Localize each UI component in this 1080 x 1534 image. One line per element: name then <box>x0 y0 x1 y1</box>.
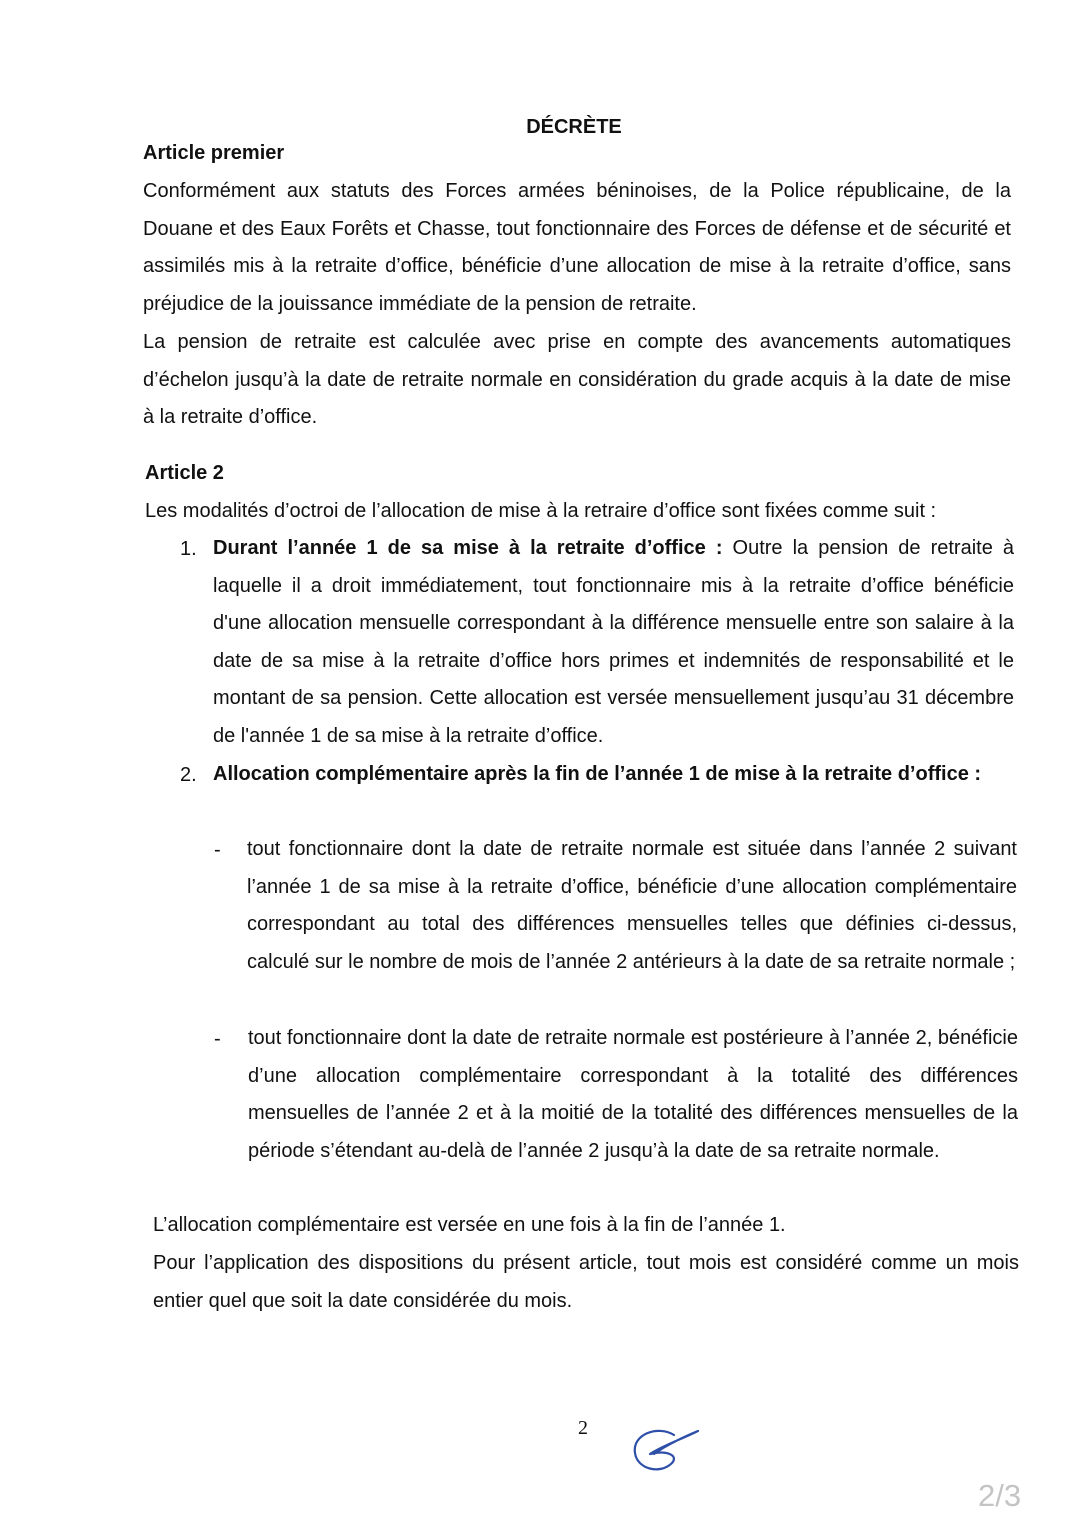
sub-bullet-2: tout fonctionnaire dont la date de retraite normale est postérieure à l’année 2, bénéficie d’une allocation complémentaire correspondant à la totalité des différences mensuelles de l’année 2 et à la moitié de la totalité des différences mensuelles de la période s’étendant au-delà de l’année 2 jusqu’à la date de sa retraite normale. <box>248 1027 1018 1162</box>
list-number-1: 1. <box>180 538 197 560</box>
article-1-paragraph-2: La pension de retraite est calculée avec prise en compte des avancements automatiques d’échelon jusqu’à la date de retraite normale en considération du grade acquis à la date de mise à la retraite d’office. <box>143 331 1011 429</box>
list-number-2: 2. <box>180 764 197 786</box>
page-number: 2 <box>578 1417 588 1439</box>
list-item-2-heading <box>213 756 1014 794</box>
closing-paragraph-1: L’allocation complémentaire est versée en une fois à la fin de l’année 1. <box>153 1214 786 1236</box>
sub-bullet-1: tout fonctionnaire dont la date de retraite normale est située dans l’année 2 suivant l’année 1 de sa mise à la retraite d’office, bénéficie d’une allocation complémentaire correspondant au total des différences mensuelles telles que définies ci-dessus, calculé sur le nombre de mois de l’année 2 antérieurs à la date de sa retraite normale ; <box>247 838 1017 973</box>
article-2-intro: Les modalités d’octroi de l’allocation de mise à la retraire d’office sont fixées comme suit : <box>145 500 937 522</box>
list-item-1-text: Outre la pension de retraite à laquelle il a droit immédiatement, tout fonctionnaire mis à la retraite d’office bénéficie d'une allocation mensuelle correspondant à la différence mensuelle entre son salaire à la date de sa mise à la retraite d’office hors primes et indemnités de responsabilité et le montant de sa pension. Cette allocation est versée mensuellement jusqu’au 31 décembre de l'année 1 de sa mise à la retraite d’office. <box>213 537 1015 747</box>
list-item-2-heading-text: Allocation complémentaire après la fin de l’année 1 de mise à la retraite d’office : <box>213 763 982 785</box>
page-counter: 2/3 <box>978 1478 1022 1513</box>
article-1-title: Article premier <box>143 142 285 164</box>
article-1-paragraph-1: Conformément aux statuts des Forces armées béninoises, de la Police républicaine, de la Douane et des Eaux Forêts et Chasse, tout fonctionnaire des Forces de défense et de sécurité et assimilés mis à la retraite d’office, bénéficie d’une allocation de mise à la retraite d’office, sans préjudice de la jouissance immédiate de la pension de retraite. <box>143 180 1011 315</box>
bullet-marker-2: - <box>214 1028 221 1050</box>
signature-initials <box>628 1424 706 1476</box>
bullet-marker-1: - <box>214 839 221 861</box>
list-item-1 <box>213 530 1014 756</box>
decree-heading: DÉCRÈTE <box>526 116 622 138</box>
list-item-1-heading: Durant l’année 1 de sa mise à la retraite d’office : <box>213 537 723 559</box>
closing-paragraph-2: Pour l’application des dispositions du présent article, tout mois est considéré comme un mois entier quel que soit la date considérée du mois. <box>153 1252 1019 1312</box>
article-2-title: Article 2 <box>145 462 224 484</box>
